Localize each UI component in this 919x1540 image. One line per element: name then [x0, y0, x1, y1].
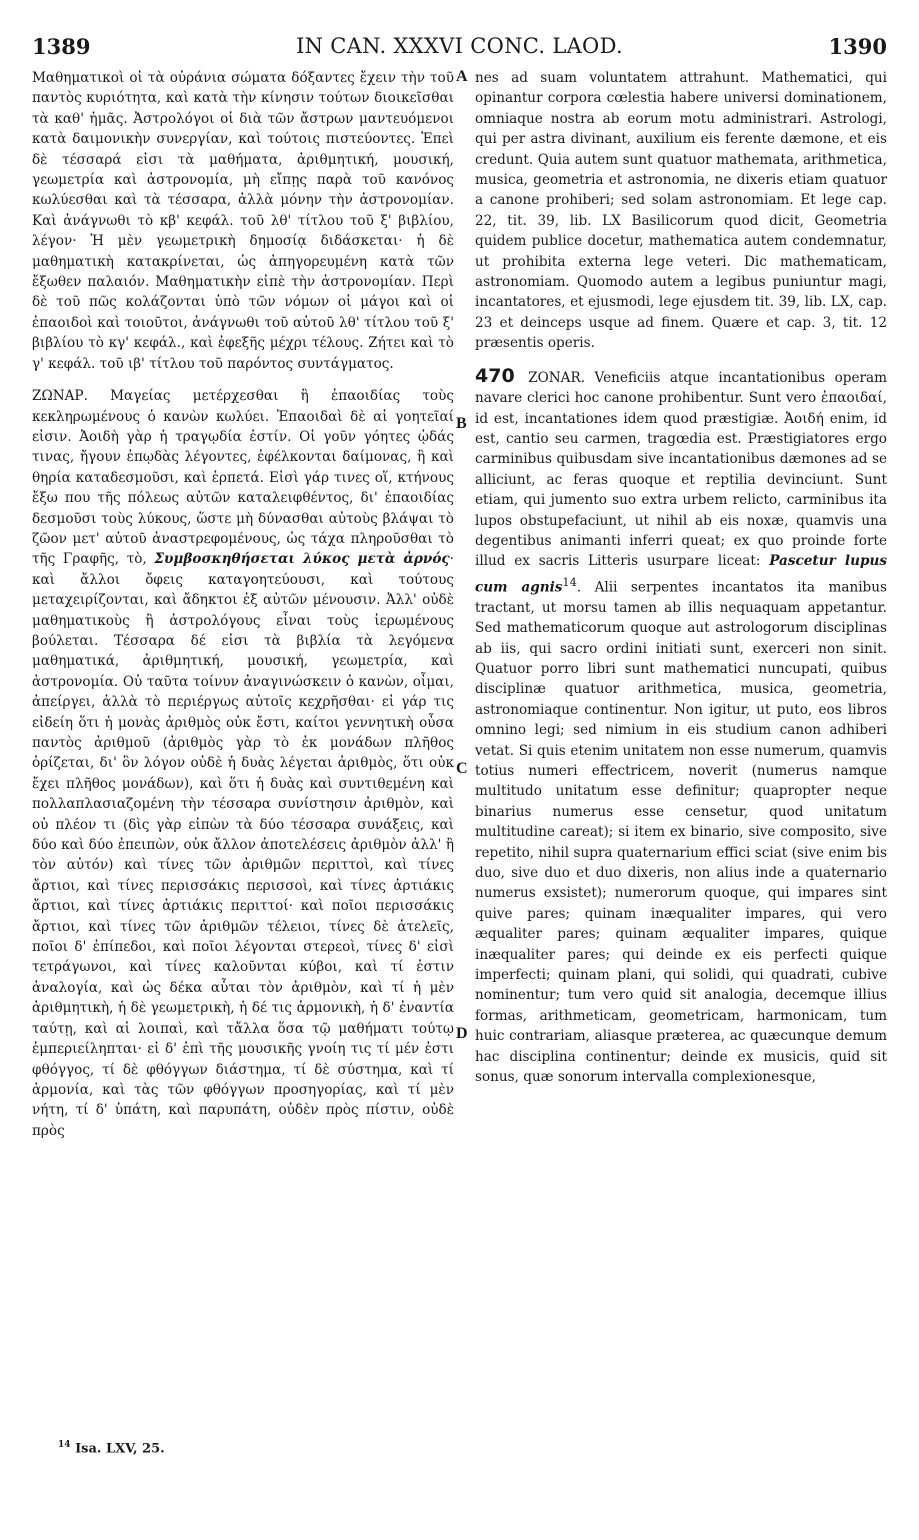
greek-paragraph-1: Μαθηματικοὶ οἱ τὰ οὐράνια σώματα δόξαντες ἔχειν τὴν τοῦ παντὸς κυριότητα, καὶ κατὰ τὴν κίνησιν τούτων διοικεῖσθαι τὰ καθ' ἡμᾶς. Ἀστρολόγοι οἱ διὰ τῶν ἄστρων μαντευόμενοι κατὰ δαιμονικὴν συνεργίαν, καὶ τούτοις πιστεύοντες. Ἐπεὶ δὲ τέσσαρά εἰσι τὰ μαθήματα, ἀριθμητική, μουσική, γεωμετρία καὶ ἀστρονομία, μὴ εἴπῃς παρὰ τοῦ κανόνος κωλύεσθαι καὶ τὰ τέσσαρα, ἀλλὰ μόνην τὴν ἀστρονομίαν. Καὶ ἀνάγνωθι τὸ κβ' κεφάλ. τοῦ λθ' τίτλου τοῦ ξ' βιβλίου, λέγον· Ἡ μὲν γεωμετρικὴ δημοσίᾳ διδάσκεται· ἡ δὲ μαθηματικὴ κατακρίνεται, ὡς ἀπηγορευμένη κατὰ τῶν ἔξωθεν παλαιόν. Μαθηματικὴν εἰπὲ τὴν ἀστρονομίαν. Περὶ δὲ τοῦ πῶς κολάζονται ὑπὸ τῶν νόμων οἱ μάγοι καὶ οἱ ἐπαοιδοὶ καὶ τοιοῦτοι, ἀνάγνωθι τοῦ αὐτοῦ λθ' τίτλου τοῦ ξ' βιβλίου τὸ κγ' κεφάλ., καὶ ἐφεξῆς μέχρι τέλους. Ζήτει καὶ τὸ γ' κεφάλ. τοῦ ιβ' τίτλου τοῦ παρόντος συντάγματος.: [32, 70, 454, 372]
greek-zonaras-rest: · καὶ ἄλλοι ὄφεις καταγοητεύουσι, καὶ τούτους μεταχειρίζονται, καὶ ἄδηκτοι ἐξ αὐτῶν μένουσιν. Ἀλλ' οὐδὲ μαθηματικοὺς ἢ ἀστρολόγους εἶναι τοὺς ἱερωμένους βούλεται. Τέσσαρα δέ εἰσι τὰ βιβλία τὰ λεγόμενα μαθηματικά, ἀριθμητική, μουσική, γεωμετρία, καὶ ἀστρονομία. Οὐ ταῦτα τοίνυν ἀναγινώσκειν ὁ κανὼν, οἶμαι, ἀπείργει, ἀλλὰ τὸ περιέργως αὐτοῖς κεχρῆσθαι· εἰ γάρ τις εἰδείη ὅτι ἡ μονὰς ἀριθμὸς οὐκ ἔστι, καίτοι γεννητικὴ οὖσα παντὸς ἀριθμοῦ (ἀριθμὸς γὰρ τὸ ἐκ μονάδων πλῆθος ὁρίζεται, δι' ὃν λόγον οὐδὲ ἡ δυὰς λέγεται ἀριθμὸς, ὅτι οὐκ ἔχει πλῆθος μονάδων), καὶ ὅτι ἡ δυὰς καὶ συντιθεμένη καὶ πολλαπλασιαζομένη τὴν τέσσαρα συνίστησιν ἀριθμὸν, καὶ οὐ πλέον τι (δὶς γὰρ εἰπὼν τὰ δύο τέσσαρα συνάξεις, καὶ δύο καὶ δύο ἐπειπὼν, οὐκ ἄλλον ἀποτελέσεις ἀριθμὸν ἀλλ' ἢ τὸν αὐτόν) καὶ τίνες τῶν ἀριθμῶν περιττοὶ, καὶ τίνες ἄρτιοι, καὶ τίνες περισσάκις περισσοὶ, καὶ τίνες ἀρτιάκις ἄρτιοι, καὶ τίνες ἀρτιάκις περιττοί· καὶ ποῖοι περισσάκις ἄρτιοι, καὶ τίνες τῶν ἀριθμῶν τέλειοι, τίνες δὲ ἀτελεῖς, ποῖοι δ' ἐπίπεδοι, καὶ ποῖοι λέγονται στερεοὶ, τίνες δ' εἰσὶ τετράγωνοι, καὶ τίνες καλοῦνται κύβοι, καὶ τί ἐστιν ἀναλογία, καὶ ὡς δέκα αὗται τὸν ἀριθμὸν, καὶ τί ἡ μὲν ἀριθμητικὴ, ἡ δὲ γεωμετρικὴ, ἡ δέ τις ἁρμονικὴ, ἡ δ' ἐναντία ταύτῃ, καὶ αἱ λοιπαὶ, καὶ τἄλλα ὅσα τῷ μαθήματι τούτῳ ἐμπεριείληπται· εἰ δ' ἐπὶ τῆς μουσικῆς γνοίη τις τί μέν ἐστι φθόγγος, τί δὲ φθόγγων διάστημα, τί δὲ σύστημα, καὶ τί ἁρμονία, καὶ τὰς τῶν φθόγγων προσηγορίας, καὶ τί μὲν νήτη, τί δ' ὑπάτη, καὶ παρυπάτη, οὐδὲν πρὸς πίστιν, οὐδὲ πρὸς: [32, 551, 454, 1139]
margin-marker-c: C: [456, 760, 468, 777]
greek-column: [32, 68, 454, 1141]
latin-zonaras-text: ZONAR. Veneficiis atque incantationibus operam navare clerici hoc canone prohibentur. Sunt vero ἐπαοιδαί, id est, incantationes idem quod præstigiæ. Ἀοιδή enim, id est, cantio seu carmen, tragœdia est. Præstigiatores ergo carminibus quibusdam sive incantationibus dæmones ad se alliciunt, ac feras quoque et reptilia devinciunt. Sunt etiam, qui jumento suo extra urbem relicto, carminibus ita lupos obstupefaciunt, ut nihil ab eis noxæ, quamvis una degentibus animanti inferri queat; ex quo proinde forte illud ex sacris Litteris usurpare liceat:: [475, 369, 887, 570]
footnote-text: Isa. LXV, 25.: [75, 1441, 165, 1457]
footnote-ref: 14: [562, 574, 577, 589]
margin-marker-b: B: [456, 415, 467, 432]
page-header: [32, 34, 887, 64]
latin-column: [475, 68, 887, 1087]
latin-paragraph-1: nes ad suam voluntatem attrahunt. Mathematici, qui opinantur corpora cœlestia habere universi dominationem, omniaque nostra ab eorum motu administrari. Astrologi, qui per astra divinant, auxilium eis ferente dæmone, et eis credunt. Quia autem sunt quatuor mathemata, arithmetica, musica, geometria et astronomia, ne dixeris etiam quatuor a canone prohiberi; sed solam astronomiam. Et lege cap. 22, tit. 39, lib. LX Basilicorum quod dicit, Geometria quidem publice docetur, mathematica autem condemnatur, ut prohibita externa lege veteri. Dic mathematicam, astronomiam. Quomodo autem a legibus puniuntur magi, incantatores, et ejusmodi, lege ejusdem tit. 39, lib. LX, cap. 23 et deinceps usque ad finem. Quære et cap. 3, tit. 12 præsentis operis.: [475, 70, 887, 352]
section-gap: [475, 354, 887, 366]
greek-scripture-quote: Συμβοσκηθήσεται λύκος μετὰ ἀρνός: [154, 551, 450, 568]
greek-paragraph-zonaras: [32, 386, 454, 1141]
running-title: IN CAN. XXXVI CONC. LAOD.: [296, 34, 623, 58]
page-number-right: 1390: [828, 34, 887, 59]
latin-scripture-quote: Pascetur lupus cum agnis: [475, 553, 887, 596]
margin-marker-a: A: [456, 68, 468, 85]
latin-paragraph-zonaras: [475, 366, 887, 1088]
footnote: [58, 1440, 165, 1456]
section-gap: [32, 374, 454, 386]
greek-zonaras-text: ΖΩΝΑΡ. Μαγείας μετέρχεσθαι ἢ ἐπαοιδίας τοὺς κεκληρωμένους ὁ κανὼν κωλύει. Ἐπαοιδαὶ δὲ αἱ γοητεῖαί εἰσιν. Ἀοιδὴ γὰρ ἡ τραγῳδία ἐστίν. Οἱ γοῦν γόητες ᾠδάς τινας, ἤγουν ἐπῳδὰς λέγοντες, ἐφέλκονται δαίμονας, ἢ καὶ θηρία καταδεσμοῦσι, καὶ ἑρπετά. Εἰσὶ γάρ τινες οἵ, κτήνους ἔξω που τῆς πόλεως αὐτῶν καταλειφθέντος, δι' ἐπαοιδίας δεσμοῦσι τοὺς λύκους, ὥστε μὴ δύνασθαι αὐτοὺς βλάψαι τὸ ζῶον μετ' αὐτοῦ ἀναστρεφομένους, ὡς τάχα πληροῦσθαι τὸ τῆς Γραφῆς, τὸ,: [32, 388, 454, 568]
section-number: 470: [475, 364, 515, 387]
latin-zonaras-rest: . Alii serpentes incantatos ita manibus tractant, ut morsu tamen ab illis nequaquam appetantur. Sed mathematicorum quoque aut astrologorum disciplinas ab iis, qui sacro ordini initiati sunt, exerceri non sinit. Quatuor porro libri sunt mathematici nuncupati, quibus disciplinæ quatuor arithmetica, musica, geometria, astronomiaque continentur. Non igitur, ut puto, eos libros omnino legi; sed nimium in eis studium canon adhiberi vetat. Si quis etenim unitatem non esse numerum, quamvis totius numeri effectricem, noverit (numerus namque multitudo unitatum esse definitur; quapropter neque binarius numerus esse censetur, quod unitatum multitudine careat); si item ex binario, sive composito, sive repetito, nihil supra quaternarium effici sciat (sive enim bis duo, sive duo et duo dixeris, non alius inde a quaternario numerus exsistet); numerorum quoque, qui impares sint quive pares; quinam inæqualiter impares, qui vero æqualiter pares; quinam æqualiter impares, quique inæqualiter pares; qui deinde ex eis perfecti quique imperfecti; quinam plani, qui solidi, qui quadrati, cubive nominentur; tum vero quid sit analogia, decemque illius formas, arithmeticam, geometricam, harmonicam, tum huic contrariam, aliasque præterea, ac quæcunque demum hac disciplina continentur; deinde ex musicis, quid sit sonus, quæ sonorum intervalla complexionesque,: [475, 579, 887, 1086]
margin-marker-d: D: [456, 1025, 468, 1042]
page-number-left: 1389: [32, 34, 91, 59]
footnote-number: 14: [58, 1440, 71, 1450]
